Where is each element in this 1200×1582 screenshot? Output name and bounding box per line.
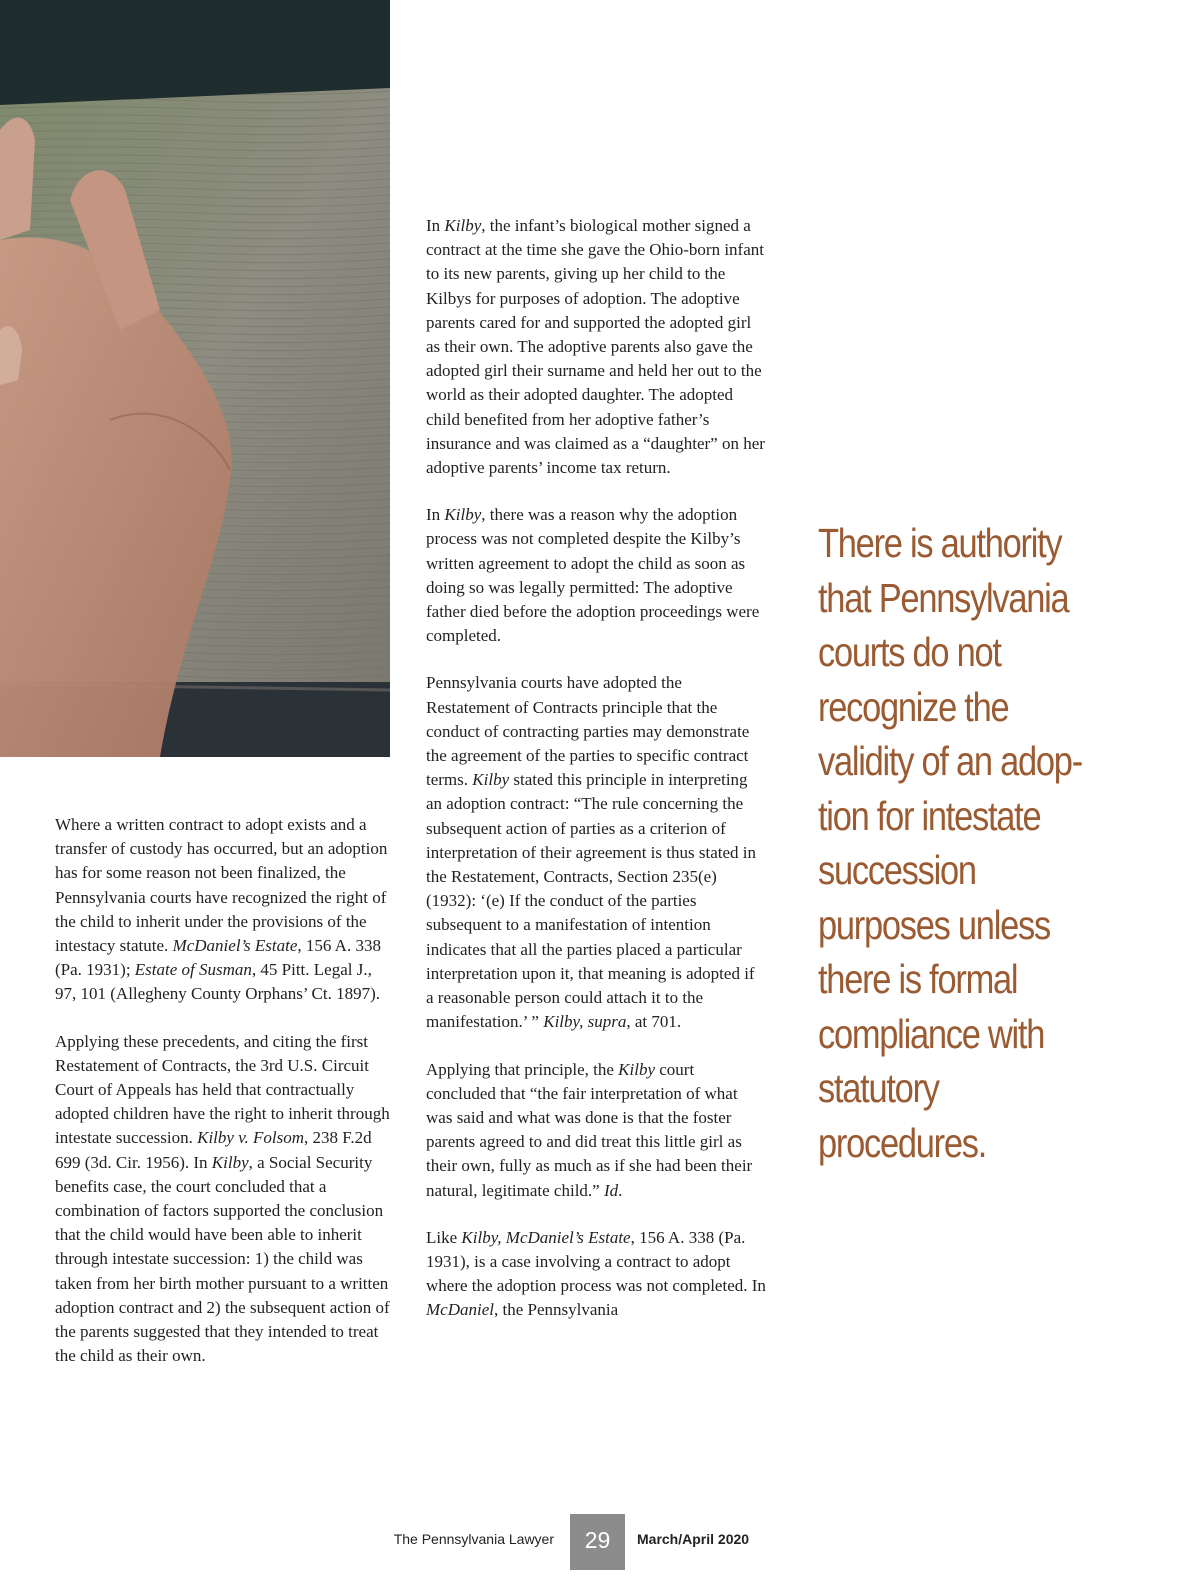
paragraph: Applying these precedents, and citing the first Restatement of Contracts, the 3rd U.S. Circuit Court of Appeals has held that contractually adopted children have the right to inherit through intestate succession. Kilby v. Folsom, 238 F.2d 699 (3d. Cir. 1956). In Kilby, a Social Security benefits case, the court concluded that a combination of factors supported the conclusion that the child would have been able to inherit through intestate succession: 1) the child was taken from her birth mother pursuant to a written adoption contract and 2) the subsequent action of the parents suggested that they intended to treat the child as their own. [55, 1031, 390, 1366]
footer-page-number: 29 [570, 1514, 625, 1570]
pull-quote: There is authority that Pennsylvania courts do not recognize the validity of an adoption for intestate succession purposes unless there is formal compliance with statutory procedures. [818, 520, 1084, 1166]
paragraph: Pennsylvania courts have adopted the Restatement of Contracts principle that the conduct of contracting parties may demonstrate the agreement of the parties to specific contract terms. Kilby stated this principle in interpreting an adoption contract: “The rule concerning the subsequent action of parties as a criterion of interpretation of their agreement is thus stated in the Restatement, Contracts, Section 235(e) (1932): ‘(e) If the conduct of the parties subsequent to a manifestation of intention indicates that all the parties placed a particular interpretation upon it, that meaning is adopted if a reasonable person could attach it to the manifestation.’ ” Kilby, supra, at 701. [426, 673, 756, 1032]
article-column-right [426, 214, 766, 1346]
hand-on-wood-photo-icon [0, 0, 390, 757]
footer-issue-date: March/April 2020 [637, 1531, 750, 1547]
page-footer [0, 1514, 1200, 1570]
article-photo [0, 0, 390, 757]
article-column-left [55, 813, 395, 1391]
footer-magazine-name: The Pennsylvania Lawyer [393, 1531, 554, 1547]
paragraph: Applying that principle, the Kilby court concluded that “the fair interpretation of what was said and what was done is that the foster parents agreed to and did treat this little girl as their own, fully as much as if she had been their natural, legitimate child.” Id. [426, 1059, 753, 1200]
paragraph: In Kilby, the infant’s biological mother signed a contract at the time she gave the Ohio-born infant to its new parents, giving up her child to the Kilbys for purposes of adoption. The adoptive parents cared for and supported the adopted girl as their own. The adoptive parents also gave the adopted girl their surname and held her out to the world as their adopted daughter. The adopted child benefited from her adoptive father’s insurance and was claimed as a “daughter” on her adoptive parents’ income tax return. [426, 216, 765, 478]
paragraph: Where a written contract to adopt exists and a transfer of custody has occurred, but an adoption has for some reason not been finalized, the Pennsylvania courts have recognized the right of the child to inherit under the provisions of the intestacy statute. McDaniel’s Estate, 156 A. 338 (Pa. 1931); Estate of Susman, 45 Pitt. Legal J., 97, 101 (Allegheny County Orphans’ Ct. 1897). [55, 815, 388, 1004]
paragraph: In Kilby, there was a reason why the adoption process was not completed despite the Kilby’s written agreement to adopt the child as soon as doing so was legally permitted: The adoptive father died before the adoption proceedings were completed. [426, 505, 760, 646]
paragraph: Like Kilby, McDaniel’s Estate, 156 A. 338 (Pa. 1931), is a case involving a contract to adopt where the adoption process was not completed. In McDaniel, the Pennsylvania [426, 1227, 766, 1320]
